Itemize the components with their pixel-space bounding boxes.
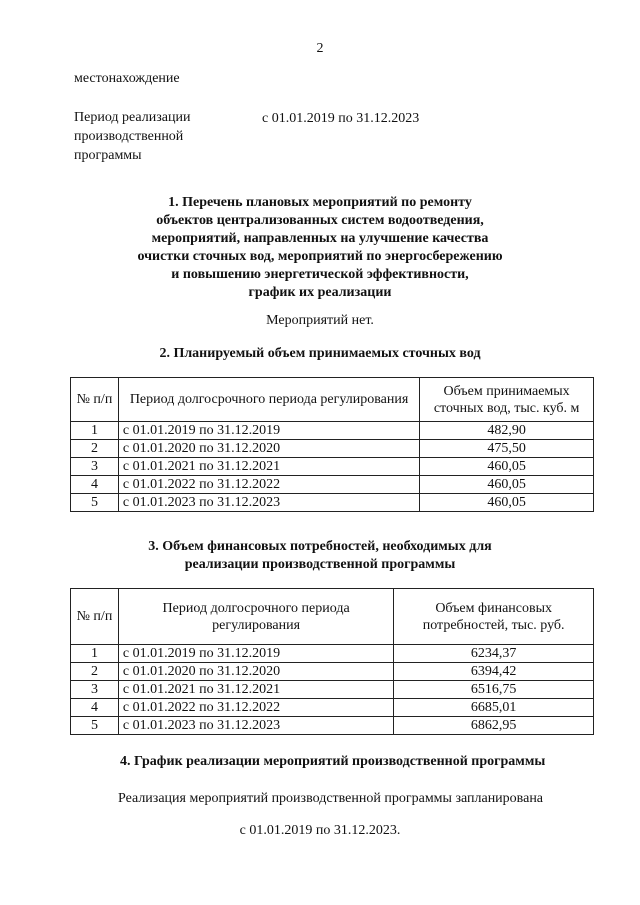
row-value: 460,05: [420, 476, 594, 494]
row-number: 4: [71, 699, 119, 717]
row-period: с 01.01.2019 по 31.12.2019: [118, 645, 393, 663]
row-period: с 01.01.2019 по 31.12.2019: [118, 422, 419, 440]
row-value: 482,90: [420, 422, 594, 440]
row-period: с 01.01.2020 по 31.12.2020: [118, 663, 393, 681]
header-financial: Объем финансовых потребностей, тыс. руб.: [394, 589, 594, 645]
header-period: Период долгосрочного периода регулирования: [118, 378, 419, 422]
row-value: 460,05: [420, 458, 594, 476]
table-row: [71, 699, 594, 717]
row-number: 5: [71, 717, 119, 735]
table-header-row: [71, 378, 594, 422]
row-value: 6862,95: [394, 717, 594, 735]
page-number: 2: [316, 41, 324, 56]
row-period: с 01.01.2020 по 31.12.2020: [118, 440, 419, 458]
section1-title: [0, 194, 640, 302]
period-label-line: Период реализации: [74, 110, 191, 125]
row-period: с 01.01.2021 по 31.12.2021: [118, 681, 393, 699]
section1-title-line: очистки сточных вод, мероприятий по энергосбережению: [137, 249, 503, 264]
section3-title-line: реализации производственной программы: [184, 557, 456, 572]
header-number: № п/п: [71, 378, 119, 422]
section1-note: Мероприятий нет.: [266, 313, 374, 328]
table-row: [71, 494, 594, 512]
table-header-row: [71, 589, 594, 645]
table-row: [71, 440, 594, 458]
row-number: 5: [71, 494, 119, 512]
section1-title-line: 1. Перечень плановых мероприятий по ремонту: [168, 195, 472, 210]
row-number: 3: [71, 458, 119, 476]
row-value: 6394,42: [394, 663, 594, 681]
section4-title: 4. График реализации мероприятий производственной программы: [120, 754, 546, 769]
row-number: 3: [71, 681, 119, 699]
header-volume: Объем принимаемых сточных вод, тыс. куб. м: [420, 378, 594, 422]
row-number: 1: [71, 422, 119, 440]
row-period: с 01.01.2022 по 31.12.2022: [118, 476, 419, 494]
table-row: [71, 681, 594, 699]
location-label: местонахождение: [74, 71, 180, 86]
section3-title-line: 3. Объем финансовых потребностей, необходимых для: [148, 539, 492, 554]
period-value: с 01.01.2019 по 31.12.2023: [262, 111, 420, 126]
period-label-line: программы: [74, 148, 142, 163]
period-label: [74, 108, 234, 165]
row-value: 6685,01: [394, 699, 594, 717]
row-number: 2: [71, 440, 119, 458]
row-value: 6234,37: [394, 645, 594, 663]
row-period: с 01.01.2023 по 31.12.2023: [118, 494, 419, 512]
header-period: Период долгосрочного периода регулирования: [118, 589, 393, 645]
period-label-line: производственной: [74, 129, 184, 144]
financial-needs-table: [70, 588, 594, 735]
row-value: 460,05: [420, 494, 594, 512]
wastewater-volume-table: [70, 377, 594, 512]
table-row: [71, 458, 594, 476]
table-row: [71, 663, 594, 681]
row-period: с 01.01.2023 по 31.12.2023: [118, 717, 393, 735]
row-value: 475,50: [420, 440, 594, 458]
table-row: [71, 717, 594, 735]
section1-title-line: объектов централизованных систем водоотведения,: [156, 213, 484, 228]
section1-title-line: график их реализации: [248, 285, 392, 300]
row-value: 6516,75: [394, 681, 594, 699]
table-row: [71, 422, 594, 440]
section4-text: Реализация мероприятий производственной программы запланирована: [118, 791, 544, 806]
row-number: 4: [71, 476, 119, 494]
header-number: № п/п: [71, 589, 119, 645]
row-number: 2: [71, 663, 119, 681]
section3-title: [0, 538, 640, 574]
section1-title-line: и повышению энергетической эффективности,: [171, 267, 469, 282]
row-period: с 01.01.2021 по 31.12.2021: [118, 458, 419, 476]
section2-title: 2. Планируемый объем принимаемых сточных вод: [159, 346, 481, 361]
section4-date-range: с 01.01.2019 по 31.12.2023.: [239, 823, 401, 838]
section1-title-line: мероприятий, направленных на улучшение качества: [151, 231, 489, 246]
row-number: 1: [71, 645, 119, 663]
row-period: с 01.01.2022 по 31.12.2022: [118, 699, 393, 717]
table-row: [71, 645, 594, 663]
table-row: [71, 476, 594, 494]
